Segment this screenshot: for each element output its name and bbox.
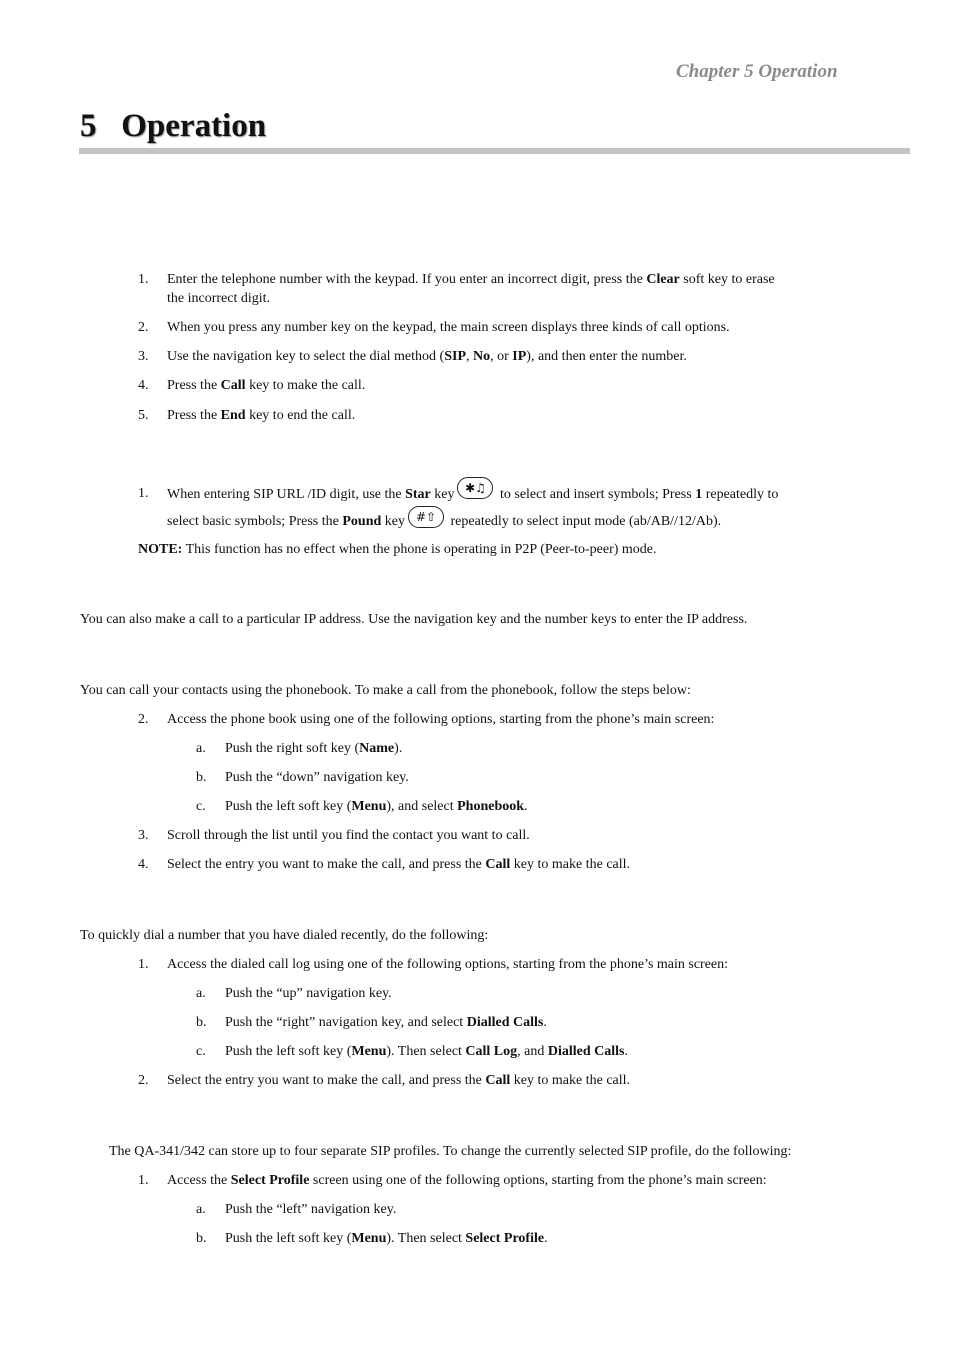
sublist-item: Push the left soft key (Menu). Then select Select Profile. <box>225 1231 548 1246</box>
page-title <box>80 104 266 148</box>
sublist-item: Push the right soft key (Name). <box>225 741 403 756</box>
list-item: Select the entry you want to make the call, and press the Call key to make the call. <box>167 857 631 872</box>
list-item: When entering SIP URL /ID digit, use the Star key ✱♫ to select and insert symbols; Press 1 repeatedly to <box>167 485 778 507</box>
sublist-letter: a. <box>196 1202 206 1217</box>
list-item: When you press any number key on the keypad, the main screen displays three kinds of call options. <box>167 320 730 335</box>
list-number: 1. <box>138 1173 149 1188</box>
sublist-item: Push the left soft key (Menu). Then select Call Log, and Dialled Calls. <box>225 1044 628 1059</box>
list-number: 2. <box>138 1073 149 1088</box>
chapter-header: Chapter 5 Operation <box>676 61 838 82</box>
list-item: Access the Select Profile screen using one of the following options, starting from the phone’s main screen: <box>167 1173 767 1188</box>
sublist-item: Push the “right” navigation key, and select Dialled Calls. <box>225 1015 547 1030</box>
list-item: Select the entry you want to make the call, and press the Call key to make the call. <box>167 1073 631 1088</box>
sublist-letter: b. <box>196 770 207 785</box>
list-number: 3. <box>138 828 149 843</box>
list-item: Use the navigation key to select the dial method (SIP, No, or IP), and then enter the number. <box>167 349 687 364</box>
pound-key-icon: #⇧ <box>408 506 444 528</box>
title-divider <box>79 148 910 154</box>
ip-paragraph: You can also make a call to a particular IP address. Use the navigation key and the number keys to enter the IP address. <box>80 612 748 627</box>
note: NOTE: This function has no effect when the phone is operating in P2P (Peer-to-peer) mode. <box>138 542 657 557</box>
list-number: 3. <box>138 349 149 364</box>
chapter-number: 5 <box>80 108 97 144</box>
list-number: 4. <box>138 378 149 393</box>
list-number: 1. <box>138 486 149 501</box>
list-number: 2. <box>138 712 149 727</box>
chapter-title: Operation <box>121 108 267 144</box>
list-item: Access the phone book using one of the following options, starting from the phone’s main screen: <box>167 712 715 727</box>
list-item: Press the Call key to make the call. <box>167 378 366 393</box>
star-key-icon: ✱♫ <box>457 477 493 499</box>
list-number: 2. <box>138 320 149 335</box>
sublist-letter: b. <box>196 1015 207 1030</box>
sublist-letter: a. <box>196 986 206 1001</box>
sublist-item: Push the “left” navigation key. <box>225 1202 397 1217</box>
list-item: Press the End key to end the call. <box>167 408 356 423</box>
list-item: Scroll through the list until you find the contact you want to call. <box>167 828 530 843</box>
sublist-letter: c. <box>196 799 206 814</box>
sublist-letter: b. <box>196 1231 207 1246</box>
redial-intro: To quickly dial a number that you have dialed recently, do the following: <box>80 928 489 943</box>
list-number: 1. <box>138 272 149 287</box>
sublist-item: Push the left soft key (Menu), and select Phonebook. <box>225 799 528 814</box>
list-number: 5. <box>138 408 149 423</box>
sublist-letter: a. <box>196 741 206 756</box>
sublist-letter: c. <box>196 1044 206 1059</box>
list-item-continued: the incorrect digit. <box>167 291 271 306</box>
profile-intro: The QA-341/342 can store up to four separate SIP profiles. To change the currently selected SIP profile, do the following: <box>109 1144 792 1159</box>
list-item-continued: select basic symbols; Press the Pound key #⇧ repeatedly to select input mode (ab/AB//12/Ab). <box>167 512 721 534</box>
sublist-item: Push the “up” navigation key. <box>225 986 392 1001</box>
phonebook-intro: You can call your contacts using the phonebook. To make a call from the phonebook, follow the steps below: <box>80 683 691 698</box>
sublist-item: Push the “down” navigation key. <box>225 770 409 785</box>
list-item: Enter the telephone number with the keypad. If you enter an incorrect digit, press the Clear soft key to erase <box>167 272 775 287</box>
list-item: Access the dialed call log using one of the following options, starting from the phone’s main screen: <box>167 957 729 972</box>
list-number: 4. <box>138 857 149 872</box>
list-number: 1. <box>138 957 149 972</box>
